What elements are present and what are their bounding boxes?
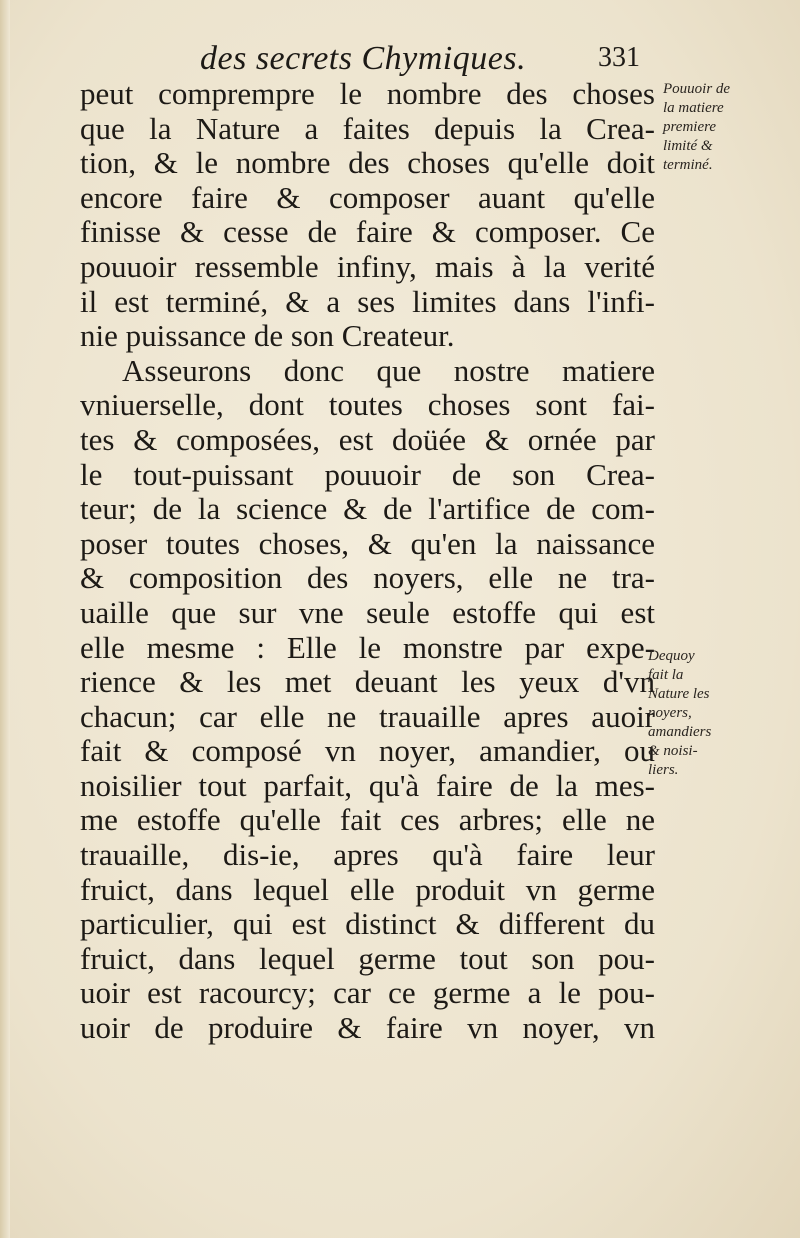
- text-line: uaille que sur vne seule estoffe qui est: [80, 594, 655, 630]
- text-line: tes & composées, est doüée & ornée par: [80, 421, 655, 457]
- text-line: me estoffe qu'elle fait ces arbres; elle ne: [80, 802, 655, 838]
- margin-note-line: Dequoy: [648, 648, 695, 664]
- body-text: [80, 77, 655, 1046]
- margin-note-line: Nature les: [648, 686, 710, 702]
- margin-note-line: noyers,: [648, 705, 692, 721]
- text-line: noisilier tout parfait, qu'à faire de la mes-: [80, 767, 655, 803]
- text-line: fruict, dans lequel elle produit vn germe: [80, 871, 655, 907]
- text-line: vniuerselle, dont toutes choses sont fai-: [80, 387, 655, 423]
- text-line: finisse & cesse de faire & composer. Ce: [80, 214, 655, 250]
- text-line: trauaille, dis-ie, apres qu'à faire leur: [80, 837, 655, 873]
- margin-note-line: la matiere: [663, 100, 724, 116]
- text-line: teur; de la science & de l'artifice de com-: [80, 491, 655, 527]
- margin-note-line: premiere: [663, 119, 717, 135]
- text-line: nie puissance de son Createur.: [80, 318, 455, 354]
- text-line: uoir est racourcy; car ce germe a le pou-: [80, 975, 655, 1011]
- text-line: particulier, qui est distinct & different du: [80, 906, 655, 942]
- text-line: tion, & le nombre des choses qu'elle doit: [80, 145, 655, 181]
- text-line: encore faire & composer auant qu'elle: [80, 179, 655, 215]
- text-line: peut comprempre le nombre des choses: [80, 76, 655, 111]
- text-line: fruict, dans lequel germe tout son pou-: [80, 940, 655, 976]
- margin-note-line: limité &: [663, 138, 713, 154]
- margin-note-line: terminé.: [663, 157, 713, 173]
- page-number: 331: [598, 42, 640, 73]
- text-line: chacun; car elle ne trauaille apres auoir: [80, 698, 655, 734]
- text-line: poser toutes choses, & qu'en la naissance: [80, 525, 655, 561]
- text-line: le tout-puissant pouuoir de son Crea-: [80, 456, 655, 492]
- text-line: que la Nature a faites depuis la Crea-: [80, 110, 655, 146]
- page-header: [190, 40, 660, 80]
- margin-note-line: amandiers: [648, 724, 712, 740]
- text-line: fait & composé vn noyer, amandier, ou: [80, 733, 655, 769]
- page-edge-shadow: [0, 0, 10, 1238]
- margin-note-line: fait la: [648, 667, 684, 683]
- running-title: des secrets Chymiques.: [200, 40, 527, 77]
- text-line: uoir de produire & faire vn noyer, vn: [80, 1010, 655, 1046]
- text-line: il est terminé, & a ses limites dans l'infi-: [80, 283, 655, 319]
- margin-note-line: liers.: [648, 762, 679, 778]
- margin-note-noyers: [648, 647, 711, 780]
- text-line: rience & les met deuant les yeux d'vn: [80, 664, 655, 700]
- margin-note-line: & noisi-: [648, 743, 698, 759]
- text-line: & composition des noyers, elle ne tra-: [80, 560, 655, 596]
- margin-note-matiere-premiere: [663, 80, 730, 175]
- text-line: elle mesme : Elle le monstre par expe-: [80, 629, 655, 665]
- paragraph-start-line: Asseurons donc que nostre matiere: [122, 352, 655, 388]
- margin-note-line: Pouuoir de: [663, 81, 731, 97]
- text-line: pouuoir ressemble infiny, mais à la verité: [80, 248, 655, 284]
